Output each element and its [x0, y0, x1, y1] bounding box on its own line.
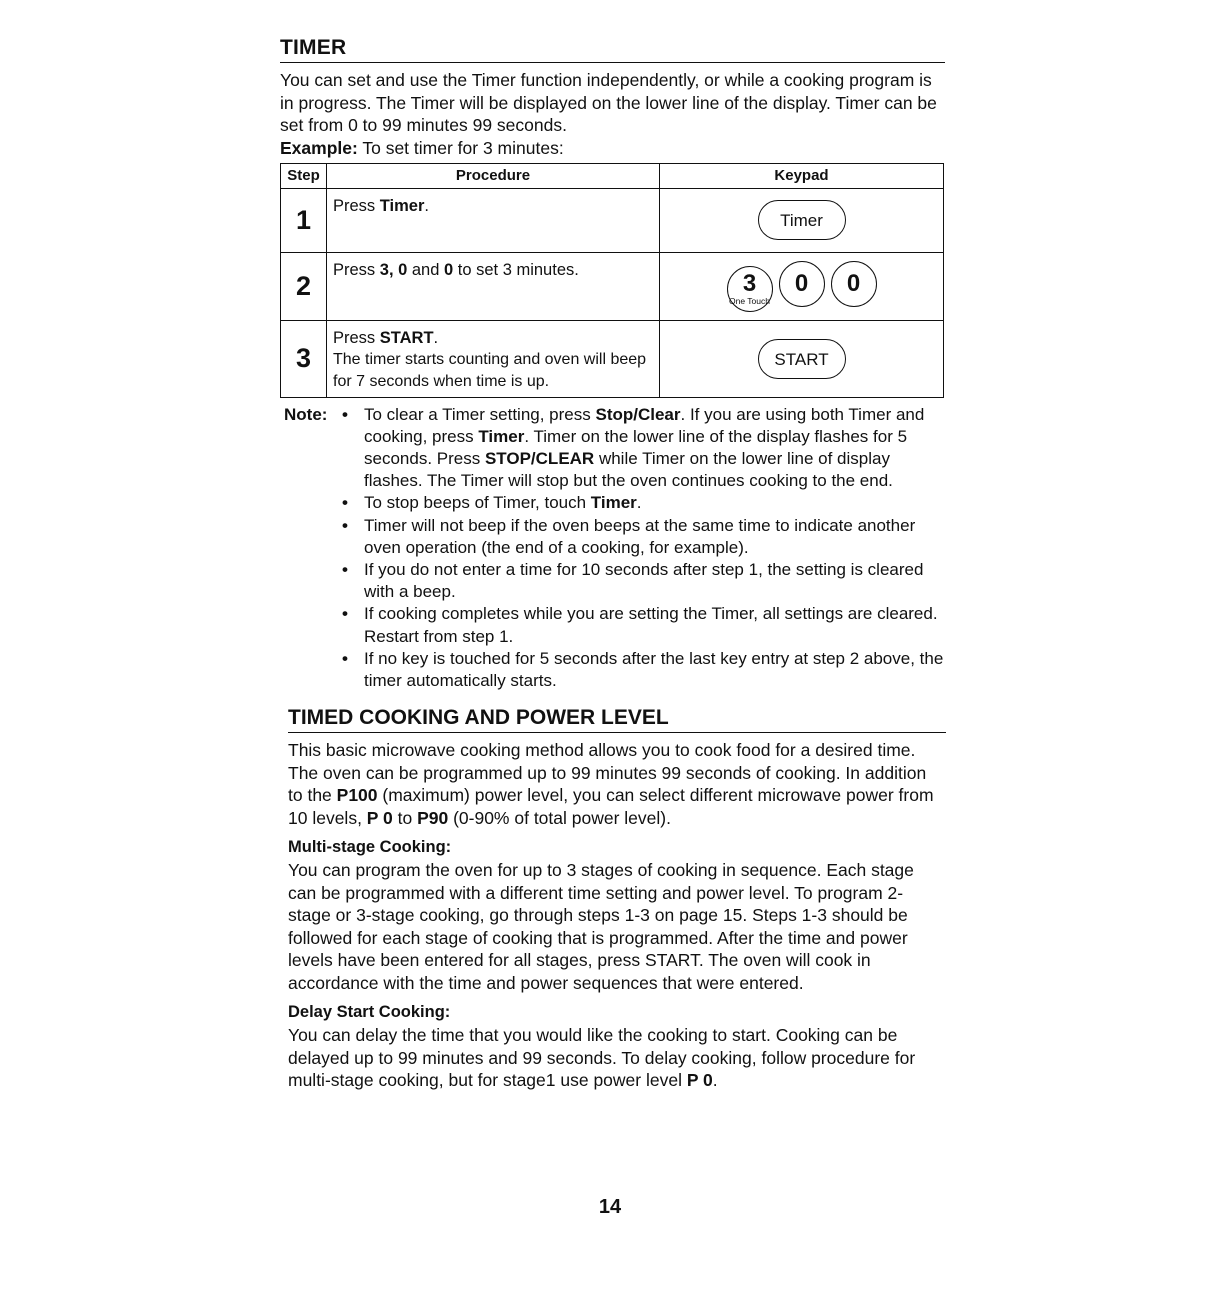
- key-0[interactable]: 0: [831, 261, 877, 307]
- delay-text: .: [712, 1070, 718, 1091]
- start-key[interactable]: START: [758, 339, 846, 379]
- example-line: [280, 137, 945, 159]
- note-bold: Stop/Clear: [595, 404, 681, 424]
- intro-bold: P90: [417, 807, 449, 828]
- proc-bold: 0: [444, 260, 454, 279]
- keypad-cell: [660, 320, 944, 397]
- intro-text: This basic microwave cooking method allows you to cook food for a desired time. The oven can be programmed up to 99 minutes 99 seconds of cooking. In addition to the: [288, 740, 927, 806]
- timed-cooking-section: [288, 739, 945, 1092]
- step-number: 2: [281, 252, 327, 320]
- note-text: If no key is touched for 5 seconds after the last key entry at step 2 above, the timer automatically starts.: [364, 648, 944, 690]
- list-item: [342, 404, 945, 493]
- bullet: •: [342, 493, 348, 513]
- proc-bold: Timer: [379, 196, 425, 215]
- intro-text: (maximum) power level, you can select different microwave power from 10 levels,: [288, 785, 934, 828]
- procedure-cell: [327, 188, 660, 252]
- bullet: •: [342, 559, 348, 579]
- delay-bold: P 0: [686, 1070, 713, 1091]
- note-bold: Timer: [478, 426, 525, 446]
- proc-text: Press: [333, 196, 380, 215]
- example-text: To set timer for 3 minutes:: [357, 137, 564, 158]
- procedure-cell: [327, 252, 660, 320]
- bullet: •: [342, 648, 348, 668]
- list-item: [342, 603, 945, 647]
- note-text: .: [636, 493, 642, 513]
- manual-page: [280, 36, 945, 1092]
- step-number: 1: [281, 188, 327, 252]
- example-label: Example:: [280, 137, 358, 158]
- intro-bold: P100: [336, 785, 378, 806]
- timer-intro: You can set and use the Timer function independently, or while a cooking program is in progress. The Timer will be displayed on the lower line of the display. Timer can be set from 0 to 99 minutes 99 seconds.: [280, 70, 937, 135]
- header-step: Step: [281, 163, 327, 188]
- key-0[interactable]: 0: [779, 261, 825, 307]
- note-text: Timer will not beep if the oven beeps at the same time to indicate another oven operation (the end of a cooking, for example).: [364, 515, 916, 557]
- note-text: If you do not enter a time for 10 seconds after step 1, the setting is cleared with a beep.: [364, 559, 924, 602]
- intro-bold: P 0: [366, 807, 393, 828]
- timed-cooking-intro: [288, 739, 945, 829]
- keypad-cell: [660, 252, 944, 320]
- proc-text: .: [424, 196, 429, 215]
- note-bold: STOP/CLEAR: [484, 448, 595, 468]
- one-touch-label: One Touch: [729, 295, 770, 306]
- procedure-cell: [327, 320, 660, 397]
- list-item: [342, 648, 945, 692]
- table-row: [281, 320, 944, 397]
- bullet: •: [342, 515, 348, 535]
- delay-start-text: [288, 1024, 945, 1092]
- intro-text: to: [392, 807, 418, 828]
- note-block: [280, 404, 945, 693]
- timer-steps-table: [280, 163, 944, 398]
- proc-bold: START: [379, 328, 434, 347]
- timer-key[interactable]: Timer: [758, 200, 846, 240]
- proc-text: Press: [333, 328, 380, 347]
- note-text: . Timer on the lower line of the display flashes for 5 seconds. Press: [364, 426, 908, 468]
- header-keypad: Keypad: [660, 163, 944, 188]
- note-text: To stop beeps of Timer, touch: [364, 493, 591, 513]
- proc-bold: 3, 0: [379, 260, 408, 279]
- note-label: Note:: [284, 404, 328, 424]
- note-bold: Timer: [590, 493, 637, 513]
- note-list: [280, 404, 945, 693]
- timed-cooking-heading: TIMED COOKING AND POWER LEVEL: [288, 706, 946, 733]
- note-text: If cooking completes while you are setting the Timer, all settings are cleared. Restart from step 1.: [364, 604, 938, 646]
- key-3-one-touch[interactable]: [727, 266, 773, 312]
- proc-text: .: [433, 328, 439, 347]
- note-text: . If you are using both Timer and cooking, press: [364, 404, 925, 446]
- multi-stage-text: You can program the oven for up to 3 stages of cooking in sequence. Each stage can be programmed with a different time setting and power level. To program 2-stage or 3-stage cooking, go through steps 1-3 on page 15. Steps 1-3 should be followed for each stage of cooking that is programmed. After the time and power levels have been entered for all stages, press START. The oven will cook in accordance with the time and power sequences that were entered.: [288, 860, 914, 993]
- note-text: To clear a Timer setting, press: [364, 404, 596, 424]
- bullet: •: [342, 604, 348, 624]
- table-header-row: [281, 163, 944, 188]
- multi-stage-heading: Multi-stage Cooking:: [288, 838, 452, 857]
- note-text: while Timer on the lower line of display flashes. The Timer will stop but the oven continues cooking to the end.: [364, 448, 893, 491]
- header-procedure: Procedure: [327, 163, 660, 188]
- proc-text: Press: [333, 260, 380, 279]
- list-item: [342, 492, 945, 514]
- page-number: 14: [598, 1196, 622, 1218]
- delay-text: You can delay the time that you would like the cooking to start. Cooking can be delayed up to 99 minutes and 99 seconds. To delay cooking, follow procedure for multi-stage cooking, but for stage1 use power level: [288, 1025, 916, 1091]
- bullet: •: [342, 404, 348, 424]
- table-row: [281, 252, 944, 320]
- proc-text: and: [407, 260, 444, 279]
- intro-text: (0-90% of total power level).: [448, 807, 671, 828]
- list-item: [342, 515, 945, 559]
- proc-subtext: The timer starts counting and oven will beep for 7 seconds when time is up.: [333, 350, 647, 390]
- timer-heading: TIMER: [280, 36, 945, 63]
- keypad-cell: [660, 188, 944, 252]
- proc-text: to set 3 minutes.: [453, 260, 579, 279]
- list-item: [342, 559, 945, 603]
- delay-start-heading: Delay Start Cooking:: [288, 1003, 451, 1022]
- step-number: 3: [281, 320, 327, 397]
- table-row: [281, 188, 944, 252]
- key-label: 3: [742, 269, 757, 297]
